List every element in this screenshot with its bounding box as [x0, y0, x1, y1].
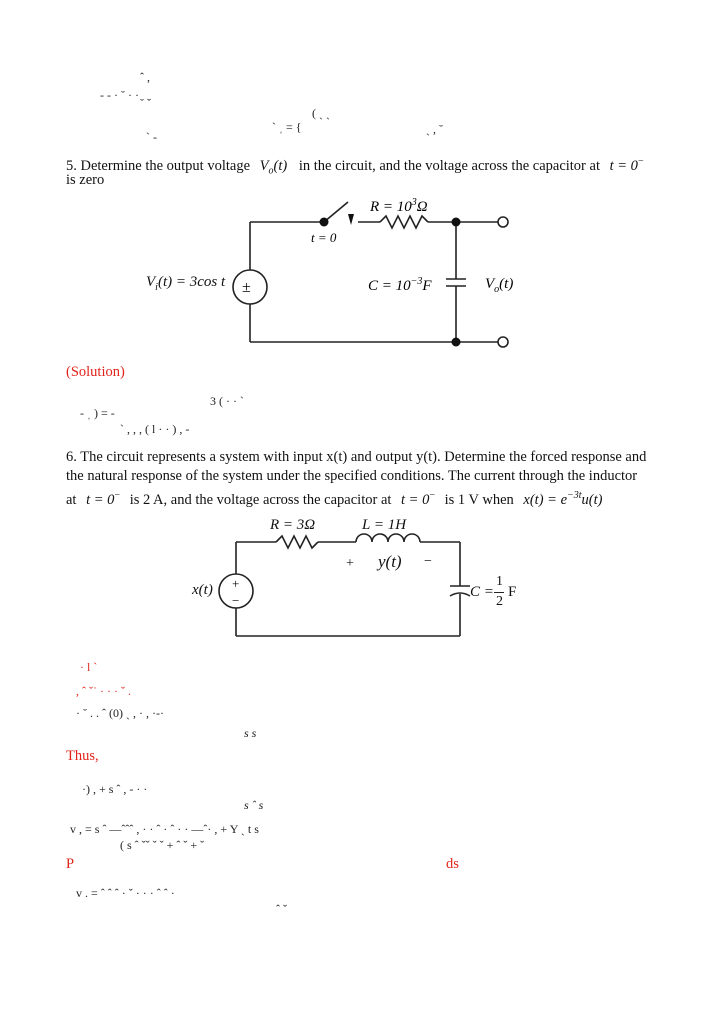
output-minus: −	[424, 554, 432, 569]
exponent: −3t	[567, 490, 582, 501]
faded-fragment: · l ˋ	[80, 660, 98, 674]
text: is 1 V when	[444, 491, 514, 508]
faded-fragment: - ˌ ) = -	[80, 406, 115, 420]
sub: i	[155, 282, 158, 293]
input-label: x(t)	[192, 582, 213, 598]
capacitor-unit: F	[508, 584, 517, 600]
var-v: V	[259, 157, 269, 174]
faded-fragment: v , = s ˆ —ˆˆˆ , · · ˆ · ˆ · · —ˆ· , + Y ˎ t s	[70, 822, 259, 836]
input-expression: x(t) = e	[523, 491, 567, 508]
faded-fragment: - - · ˘ · ·	[100, 88, 139, 102]
faded-fragment: ˎ , ˘	[426, 122, 443, 136]
var-t: (t)	[273, 157, 288, 174]
faded-fragment: ˋ -	[146, 130, 157, 144]
faded-fragment: ˆ ˇ	[276, 902, 287, 916]
faded-fragment: ˋ ˌ = {	[272, 120, 302, 134]
text: 5. Determine the output voltage	[66, 157, 251, 174]
inductor	[356, 534, 420, 542]
source-voltage-label	[146, 274, 225, 293]
fraction-bar	[494, 592, 504, 593]
capacitor-fraction-num: 1	[496, 574, 503, 589]
node	[452, 338, 461, 347]
text: (t) = 3cos t	[157, 274, 226, 290]
faded-fragment: ·) , + s ˆ , - · ·	[82, 782, 148, 796]
problem5-circuit-diagram	[220, 192, 550, 354]
thus-label: Thus,	[66, 748, 99, 764]
source-symbol: ±	[242, 279, 251, 296]
step-function: u(t)	[581, 491, 603, 508]
faded-fragment: ( ˎ ˎ	[312, 106, 330, 120]
source-plus: +	[232, 576, 240, 591]
faded-fragment: ˆ ,	[140, 70, 150, 84]
faded-fragment: s s	[244, 726, 257, 740]
capacitor-label: C =	[470, 584, 494, 600]
sub-o: o	[268, 165, 274, 177]
output-label: y(t)	[378, 552, 402, 571]
problem6-statement-line1: 6. The circuit represents a system with input x(t) and output y(t). Determine the forced response and	[66, 449, 647, 465]
faded-fragment: ˋ , , , ( l · · ) , -	[120, 422, 190, 436]
faded-fragment: ( s ˆ ˇˇ ˇ ˇ + ˆ ˇ + ˇ	[120, 838, 205, 852]
switch-arrow-icon	[348, 214, 354, 225]
output-voltage-label: $V_o(t)$	[485, 276, 514, 295]
faded-fragment: 3 ( · · ˋ	[210, 394, 244, 408]
problem6-statement-line2: the natural response of the system under the specified conditions. The current through the inductor	[66, 468, 638, 484]
sup-minus: −	[429, 490, 435, 501]
terminal	[498, 337, 508, 347]
solution-label: (Solution)	[66, 364, 125, 380]
resistor-label: R = 3Ω	[270, 517, 316, 533]
resistor	[380, 216, 428, 228]
text: V	[146, 274, 156, 290]
node	[320, 218, 329, 227]
faded-fragment: ˘ ˇ	[140, 96, 151, 110]
t-zero: t = 0	[609, 157, 638, 174]
ds-label: ds	[446, 856, 459, 872]
terminal	[498, 217, 508, 227]
p-label: P	[66, 856, 75, 872]
capacitor-fraction-den: 2	[496, 594, 503, 609]
problem5-statement-line1	[66, 152, 644, 181]
node	[452, 218, 461, 227]
faded-fragment: v . = ˆ ˆ ˆ · ˇ · · · ˆ ˆ ·	[76, 886, 175, 900]
resistor	[276, 536, 318, 548]
problem6-statement-line3	[66, 486, 602, 510]
output-plus: +	[346, 556, 354, 571]
sup-minus: −	[637, 156, 644, 167]
faded-fragment: , ˆ ˇ˙ · · · ˇ .	[76, 684, 131, 698]
t-zero: t = 0	[86, 491, 115, 508]
text: in the circuit, and the voltage across the capacitor at	[298, 157, 600, 174]
text: at	[66, 491, 77, 508]
capacitor-label: $C = 10^{-3}F$	[368, 276, 432, 294]
switch-label: t = 0	[311, 230, 337, 245]
resistor-label: $R = 10^3\Omega$	[370, 197, 428, 215]
faded-fragment: s ˆ s	[244, 798, 264, 812]
problem6-circuit-diagram	[180, 512, 480, 644]
sup-minus: −	[114, 490, 121, 501]
inductor-label: L = 1H	[362, 517, 407, 533]
t-zero: t = 0	[401, 491, 430, 508]
problem5-statement-line2: is zero	[66, 172, 105, 188]
faded-fragment: · ˘ . . ˆ (0) ˎ , · , ·-·	[76, 706, 164, 720]
source-minus: −	[232, 593, 240, 608]
switch-blade	[324, 202, 348, 222]
text: is 2 A, and the voltage across the capacitor at	[129, 491, 392, 508]
